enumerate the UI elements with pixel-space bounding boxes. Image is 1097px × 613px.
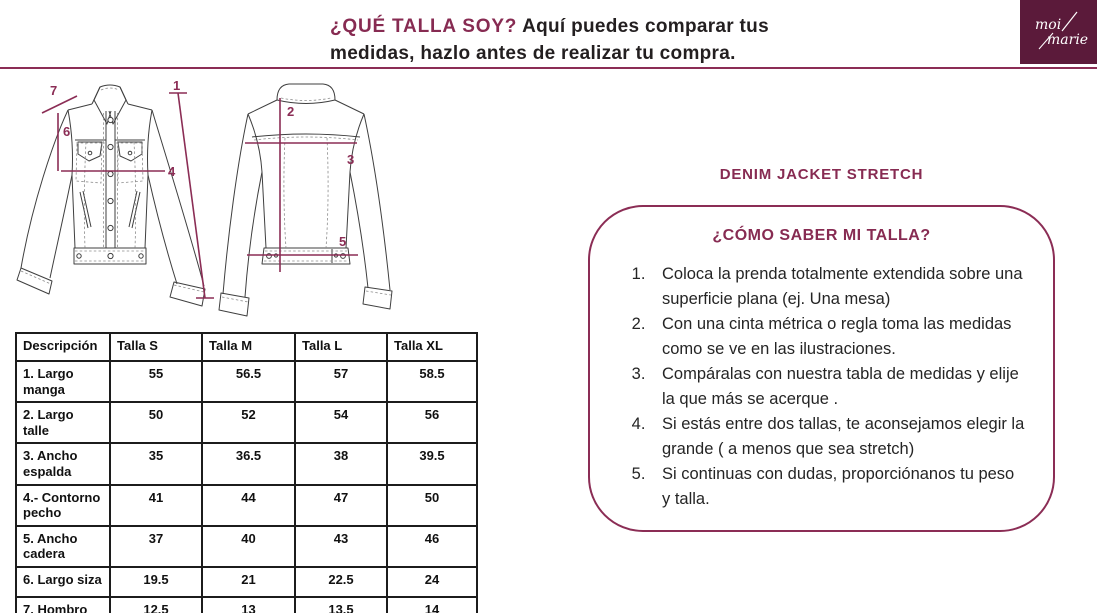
cell-value: 54 — [295, 402, 387, 443]
cell-value: 58.5 — [387, 361, 477, 402]
cell-value: 56 — [387, 402, 477, 443]
cell-value: 50 — [110, 402, 202, 443]
cell-value: 37 — [110, 526, 202, 567]
table-row — [16, 361, 477, 402]
cell-value: 47 — [295, 485, 387, 526]
measure-marker-4: 4 — [168, 164, 176, 179]
cell-value: 35 — [110, 443, 202, 484]
row-label: 4.- Contorno pecho — [16, 485, 110, 526]
page-title-line2: medidas, hazlo antes de realizar tu compra. — [330, 43, 736, 64]
cell-value: 12.5 — [110, 597, 202, 613]
table-row — [16, 402, 477, 443]
jacket-measurement-diagram — [8, 80, 408, 330]
howto-box — [588, 205, 1055, 532]
cell-value: 52 — [202, 402, 295, 443]
measure-marker-3: 3 — [347, 152, 355, 167]
row-label: 2. Largo talle — [16, 402, 110, 443]
col-talla-m: Talla M — [202, 333, 295, 361]
table-header-row — [16, 333, 477, 361]
cell-value: 21 — [202, 567, 295, 597]
brand-logo-icon — [1020, 0, 1097, 64]
cell-value: 13.5 — [295, 597, 387, 613]
cell-value: 22.5 — [295, 567, 387, 597]
cell-value: 36.5 — [202, 443, 295, 484]
col-talla-l: Talla L — [295, 333, 387, 361]
table-row — [16, 597, 477, 613]
howto-step: 1. Coloca la prenda totalmente extendida sobre una superficie plana (ej. Una mesa) — [650, 262, 1025, 312]
brand-logo — [1020, 0, 1097, 64]
howto-steps — [590, 262, 1053, 512]
product-title: DENIM JACKET STRETCH — [719, 166, 924, 183]
cell-value: 57 — [295, 361, 387, 402]
cell-value: 46 — [387, 526, 477, 567]
cell-value: 55 — [110, 361, 202, 402]
table-row — [16, 567, 477, 597]
cell-value: 19.5 — [110, 567, 202, 597]
logo-line2: marie — [1047, 32, 1089, 48]
table-row — [16, 526, 477, 567]
howto-step: 4. Si estás entre dos tallas, te aconsejamos elegir la grande ( a menos que sea stretch) — [650, 412, 1025, 462]
page-title-highlight: ¿QUÉ TALLA SOY? — [330, 16, 518, 37]
measure-marker-6: 6 — [63, 124, 71, 139]
measure-marker-1: 1 — [173, 80, 181, 93]
cell-value: 38 — [295, 443, 387, 484]
row-label: 1. Largo manga — [16, 361, 110, 402]
measure-marker-5: 5 — [339, 234, 347, 249]
row-label: 7. Hombro — [16, 597, 110, 613]
logo-line1: moi — [1035, 17, 1062, 33]
col-descripcion: Descripción — [16, 333, 110, 361]
cell-value: 24 — [387, 567, 477, 597]
howto-step: 2. Con una cinta métrica o regla toma las medidas como se ve en las ilustraciones. — [650, 312, 1025, 362]
howto-step: 5. Si continuas con dudas, proporciónanos tu peso y talla. — [650, 462, 1025, 512]
logo-slash-icon — [1062, 12, 1077, 31]
cell-value: 13 — [202, 597, 295, 613]
howto-step: 3. Compáralas con nuestra tabla de medidas y elije la que más se acerque . — [650, 362, 1025, 412]
page-title — [330, 13, 790, 67]
row-label: 5. Ancho cadera — [16, 526, 110, 567]
measure-marker-2: 2 — [287, 104, 295, 119]
cell-value: 43 — [295, 526, 387, 567]
measure-marker-7: 7 — [50, 83, 58, 98]
cell-value: 44 — [202, 485, 295, 526]
col-talla-s: Talla S — [110, 333, 202, 361]
header-divider — [0, 67, 1097, 69]
table-row — [16, 443, 477, 484]
jacket-back-illustration — [219, 84, 392, 316]
col-talla-xl: Talla XL — [387, 333, 477, 361]
howto-title: ¿CÓMO SABER MI TALLA? — [712, 227, 931, 244]
cell-value: 39.5 — [387, 443, 477, 484]
measurement-lines — [42, 93, 358, 298]
jacket-front-illustration — [17, 85, 205, 306]
row-label: 6. Largo siza — [16, 567, 110, 597]
page-title-rest: Aquí puedes comparar tus — [517, 16, 769, 37]
cell-value: 56.5 — [202, 361, 295, 402]
row-label: 3. Ancho espalda — [16, 443, 110, 484]
cell-value: 14 — [387, 597, 477, 613]
table-row — [16, 485, 477, 526]
cell-value: 40 — [202, 526, 295, 567]
size-table — [15, 332, 478, 613]
cell-value: 50 — [387, 485, 477, 526]
cell-value: 41 — [110, 485, 202, 526]
